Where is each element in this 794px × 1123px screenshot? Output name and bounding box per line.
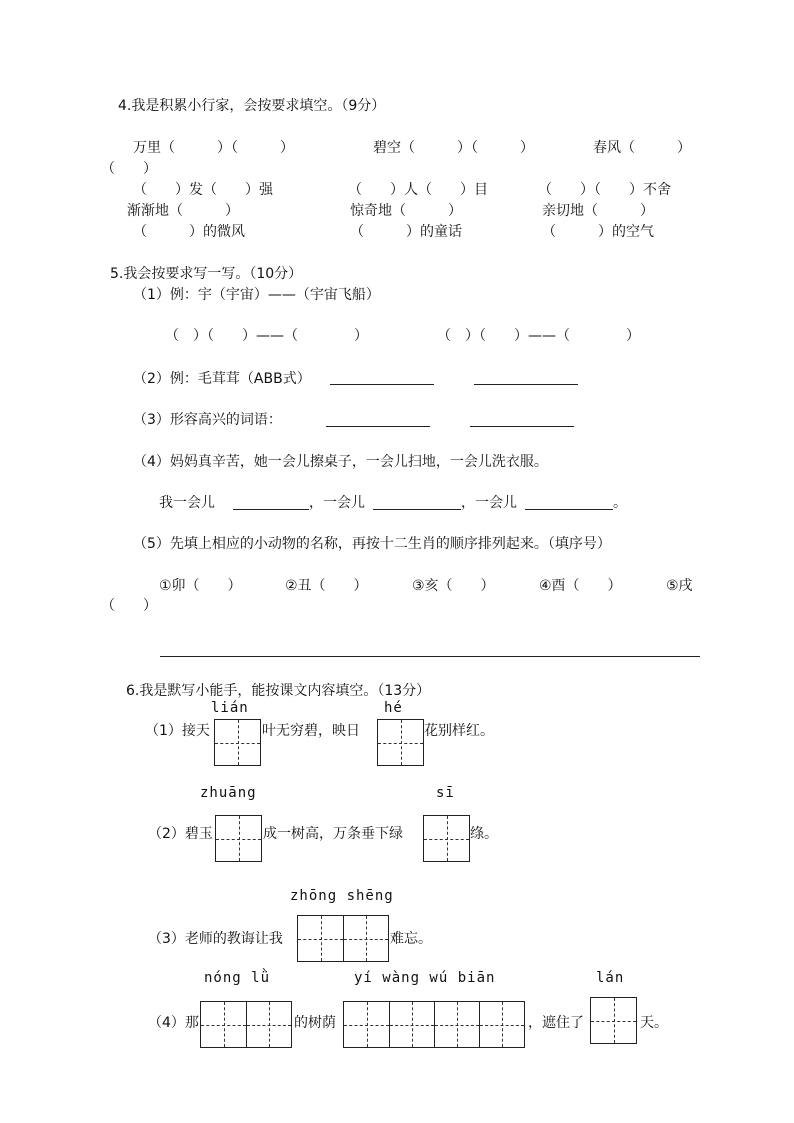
q6-2-text-c: 绦。 xyxy=(470,826,498,842)
q4-text-d: 。 xyxy=(613,495,627,511)
tianzige-yiwangwubian[interactable] xyxy=(343,1001,525,1048)
fill-qinqie[interactable]: 亲切地（ ） xyxy=(542,203,654,219)
q3-answer-line-2[interactable] xyxy=(470,426,574,427)
tianzige-cell[interactable] xyxy=(479,1002,524,1047)
fill-bushe[interactable]: （ ）（ ）不舍 xyxy=(538,182,671,198)
tianzige-cell[interactable] xyxy=(389,1002,434,1047)
q4-blank-3[interactable] xyxy=(525,509,613,510)
pinyin-yiwangwubian: yí wàng wú biān xyxy=(354,970,496,986)
fill-ren-mu[interactable]: （ ）人（ ）目 xyxy=(348,182,488,198)
q5-prompt: （5）先填上相应的小动物的名称，再按十二生肖的顺序排列起来。（填序号） xyxy=(133,536,611,552)
q6-4-text-b: 的树荫 xyxy=(294,1015,336,1031)
q6-1-text-b: 叶无穷碧，映日 xyxy=(262,723,360,739)
tianzige-lan[interactable] xyxy=(590,997,637,1044)
q4-text-b: ，一会儿 xyxy=(309,495,365,511)
fill-chunfeng-2[interactable]: （ ） xyxy=(101,161,157,177)
q6-4-text-a: （4）那 xyxy=(148,1015,199,1031)
fill-kongqi[interactable]: （ ）的空气 xyxy=(542,224,654,240)
q4-prompt: （4）妈妈真辛苦，她一会儿擦桌子，一会儿扫地，一会儿洗衣服。 xyxy=(133,454,548,470)
q1-blank-b[interactable]: （ ）（ ）——（ ） xyxy=(437,328,640,344)
q6-3-text-b: 难忘。 xyxy=(390,931,432,947)
pinyin-lan: lán xyxy=(596,970,625,986)
q5-chou[interactable]: ②丑（ ） xyxy=(285,578,368,594)
fill-bikong[interactable]: 碧空（ ）（ ） xyxy=(373,140,534,156)
fill-fa-qiang[interactable]: （ ）发（ ）强 xyxy=(133,182,273,198)
tianzige-cell[interactable] xyxy=(424,816,469,861)
fill-jingqi[interactable]: 惊奇地（ ） xyxy=(350,203,462,219)
q6-1-text-c: 花别样红。 xyxy=(424,723,494,739)
fill-tonghua[interactable]: （ ）的童话 xyxy=(350,224,462,240)
tianzige-cell[interactable] xyxy=(434,1002,479,1047)
pinyin-si: sī xyxy=(436,785,455,801)
tianzige-zhuang[interactable] xyxy=(215,815,262,862)
q2-example: （2）例：毛茸茸（ABB式） xyxy=(133,371,311,387)
fill-chunfeng[interactable]: 春风（ ） xyxy=(593,140,691,156)
tianzige-cell[interactable] xyxy=(215,720,260,765)
tianzige-cell[interactable] xyxy=(378,720,423,765)
tianzige-he[interactable] xyxy=(377,719,424,766)
q5-order-line[interactable] xyxy=(160,656,700,657)
q1-blank-a[interactable]: （ ）（ ）——（ ） xyxy=(165,328,368,344)
q4-blank-1[interactable] xyxy=(233,509,309,510)
section-6-title: 6.我是默写小能手，能按课文内容填空。（13分） xyxy=(126,683,431,699)
q6-3-text-a: （3）老师的教诲让我 xyxy=(148,931,283,947)
q4-blank-2[interactable] xyxy=(373,509,461,510)
q5-xu: ⑤戌 xyxy=(666,578,693,594)
q2-answer-line-2[interactable] xyxy=(474,384,578,385)
tianzige-cell[interactable] xyxy=(246,1002,291,1047)
tianzige-si[interactable] xyxy=(423,815,470,862)
tianzige-cell[interactable] xyxy=(343,916,388,961)
q3-label: （3）形容高兴的词语： xyxy=(133,412,282,428)
tianzige-zhongsheng[interactable] xyxy=(297,915,389,962)
q6-4-text-c: ，遮住了 xyxy=(528,1015,584,1031)
q4-text-a: 我一会儿 xyxy=(159,495,215,511)
q4-text-c: ，一会儿 xyxy=(461,495,517,511)
pinyin-lian: lián xyxy=(211,700,249,716)
section-4-title: 4.我是积累小行家，会按要求填空。（9分） xyxy=(118,98,386,114)
tianzige-cell[interactable] xyxy=(298,916,343,961)
q6-2-text-b: 成一树高，万条垂下绿 xyxy=(263,826,403,842)
pinyin-he: hé xyxy=(384,700,403,716)
q5-hai[interactable]: ③亥（ ） xyxy=(412,578,495,594)
section-5-title: 5.我会按要求写一写。（10分） xyxy=(110,266,303,282)
pinyin-nonglv: nóng lǜ xyxy=(204,970,271,986)
q2-answer-line-1[interactable] xyxy=(330,384,434,385)
tianzige-cell[interactable] xyxy=(591,998,636,1043)
pinyin-zhuang: zhuāng xyxy=(200,785,257,801)
tianzige-lian[interactable] xyxy=(214,719,261,766)
q6-2-text-a: （2）碧玉 xyxy=(148,826,213,842)
pinyin-zhongsheng: zhōng shēng xyxy=(290,888,394,904)
q6-1-text-a: （1）接天 xyxy=(145,723,210,739)
q5-xu-blank[interactable]: （ ） xyxy=(101,598,157,614)
tianzige-cell[interactable] xyxy=(344,1002,389,1047)
fill-wanli[interactable]: 万里（ ）（ ） xyxy=(133,140,294,156)
q6-4-text-d: 天。 xyxy=(640,1015,668,1031)
q5-mao[interactable]: ①卯（ ） xyxy=(159,578,242,594)
tianzige-cell[interactable] xyxy=(216,816,261,861)
q1-example: （1）例：宇（宇宙）——（宇宙飞船） xyxy=(133,287,380,303)
fill-weifeng[interactable]: （ ）的微风 xyxy=(133,224,245,240)
fill-jianjian[interactable]: 渐渐地（ ） xyxy=(127,203,239,219)
tianzige-nonglv[interactable] xyxy=(200,1001,292,1048)
tianzige-cell[interactable] xyxy=(201,1002,246,1047)
q5-you[interactable]: ④酉（ ） xyxy=(539,578,622,594)
q3-answer-line-1[interactable] xyxy=(326,426,430,427)
